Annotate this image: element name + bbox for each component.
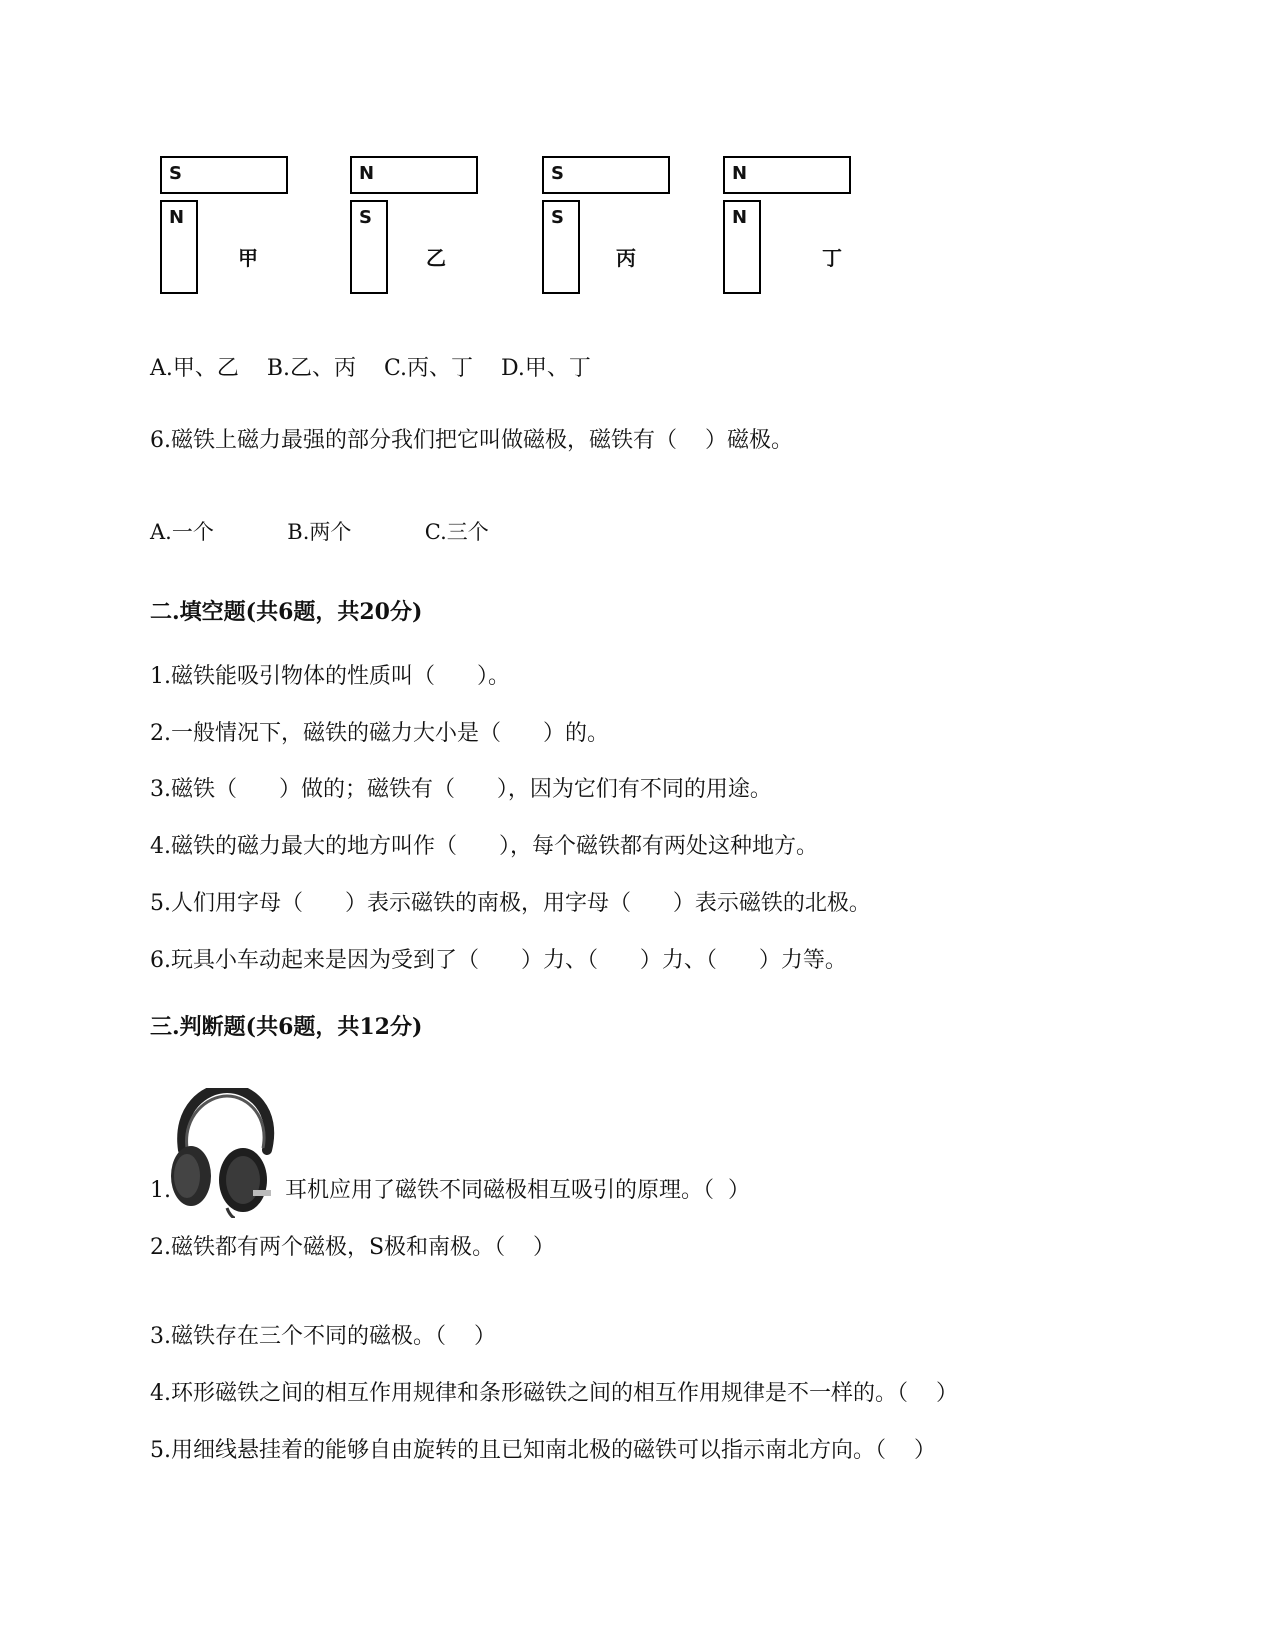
judge-item-2: 2.磁铁都有两个磁极，S极和南极。（ ） (150, 1235, 556, 1260)
fill-item-2: 2.一般情况下，磁铁的磁力大小是（ ）的。 (150, 721, 609, 746)
pole-label: N (359, 163, 375, 184)
judge-item-1-number: 1. (150, 1178, 171, 1203)
q5-options: A.甲、乙 B.乙、丙 C.丙、丁 D.甲、丁 (150, 356, 591, 381)
group-label-yi: 乙 (426, 246, 446, 270)
pole-label: S (551, 207, 564, 228)
magnet-horizontal-ding (723, 156, 851, 194)
pole-label: S (169, 163, 182, 184)
magnet-horizontal-jia (160, 156, 288, 194)
magnet-vertical-ding (723, 200, 761, 294)
fill-item-1: 1.磁铁能吸引物体的性质叫（ ）。 (150, 664, 510, 689)
fill-item-5: 5.人们用字母（ ）表示磁铁的南极，用字母（ ）表示磁铁的北极。 (150, 891, 871, 916)
section3-title: 三.判断题(共6题，共12分) (150, 1014, 423, 1040)
magnet-vertical-jia (160, 200, 198, 294)
q6-options: A.一个 B.两个 C.三个 (150, 520, 489, 544)
judge-item-5: 5.用细线悬挂着的能够自由旋转的且已知南北极的磁铁可以指示南北方向。（ ） (150, 1438, 936, 1463)
pole-label: N (732, 207, 748, 228)
headphone-image (165, 1088, 285, 1218)
fill-item-4: 4.磁铁的磁力最大的地方叫作（ ），每个磁铁都有两处这种地方。 (150, 834, 818, 859)
fill-item-3: 3.磁铁（ ）做的；磁铁有（ ），因为它们有不同的用途。 (150, 777, 772, 802)
judge-item-4: 4.环形磁铁之间的相互作用规律和条形磁铁之间的相互作用规律是不一样的。（ ） (150, 1381, 958, 1406)
pole-label: N (169, 207, 185, 228)
magnet-diagram (150, 150, 870, 310)
q6-question: 6.磁铁上磁力最强的部分我们把它叫做磁极，磁铁有（ ）磁极。 (150, 428, 793, 453)
section2-title: 二.填空题(共6题，共20分) (150, 599, 423, 625)
group-label-jia: 甲 (238, 246, 258, 270)
judge-item-1-text: 耳机应用了磁铁不同磁极相互吸引的原理。（ ） (285, 1178, 750, 1203)
magnet-vertical-yi (350, 200, 388, 294)
pole-label: S (551, 163, 564, 184)
pole-label: N (732, 163, 748, 184)
magnet-vertical-bing (542, 200, 580, 294)
fill-item-6: 6.玩具小车动起来是因为受到了（ ）力、（ ）力、（ ）力等。 (150, 948, 847, 973)
magnet-horizontal-bing (542, 156, 670, 194)
group-label-ding: 丁 (822, 246, 842, 270)
magnet-horizontal-yi (350, 156, 478, 194)
group-label-bing: 丙 (616, 246, 636, 270)
judge-item-3: 3.磁铁存在三个不同的磁极。（ ） (150, 1324, 496, 1349)
pole-label: S (359, 207, 372, 228)
